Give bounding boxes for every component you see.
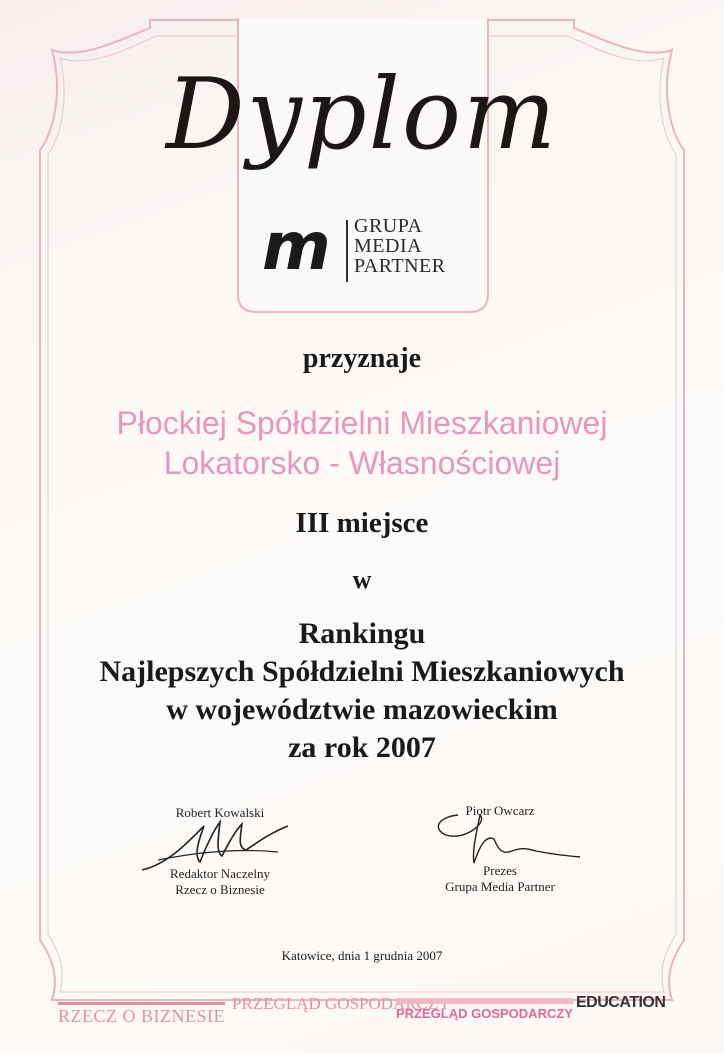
ranking-line: Rankingu	[298, 617, 426, 650]
signatory-role-left	[140, 866, 300, 898]
logo-line: MEDIA	[354, 235, 423, 257]
ranking-line: w województwie mazowieckim	[166, 693, 558, 726]
role-title: Prezes	[483, 863, 517, 878]
logo-line: GRUPA	[354, 215, 423, 237]
logo-text	[354, 216, 446, 276]
logo-mark: m	[262, 208, 327, 285]
awards-text: przyznaje	[302, 343, 422, 374]
recipient-line-2: Lokatorsko - Własnościowej	[163, 445, 561, 481]
signatory-name-left: Robert Kowalski	[175, 805, 265, 820]
recipient-line-1: Płockiej Spółdzielni Mieszkaniowej	[116, 405, 608, 441]
rzecz-o-biznesie-logo: RZECZ O BIZNESIE	[58, 1002, 225, 1027]
role-org: Grupa Media Partner	[445, 879, 555, 894]
role-title: Redaktor Naczelny	[170, 866, 270, 881]
preposition-text: w	[352, 565, 372, 594]
ranking-line: za rok 2007	[288, 731, 436, 764]
date-place: Katowice, dnia 1 grudnia 2007	[281, 948, 443, 963]
diploma-title: Dyplom	[166, 58, 558, 172]
ranking-line: Najlepszych Spółdzielni Mieszkaniowych	[99, 655, 625, 688]
logo-line: PARTNER	[354, 255, 446, 277]
publication-logos	[0, 990, 724, 1030]
signatory-role-right	[420, 863, 580, 895]
przeglad-gospodarczy-logo-2: PRZEGLĄD GOSPODARCZY	[396, 998, 573, 1021]
grupa-media-partner-logo	[262, 208, 482, 286]
role-org: Rzecz o Biznesie	[175, 882, 265, 897]
education-logo: EDUCATION	[576, 994, 666, 1011]
logo-divider	[346, 220, 348, 282]
place-text: III miejsce	[295, 507, 429, 539]
logo-wordmark: PRZEGLĄD GOSPODARCZY	[232, 994, 451, 1013]
signatory-name-right: Piotr Owcarz	[465, 803, 535, 818]
